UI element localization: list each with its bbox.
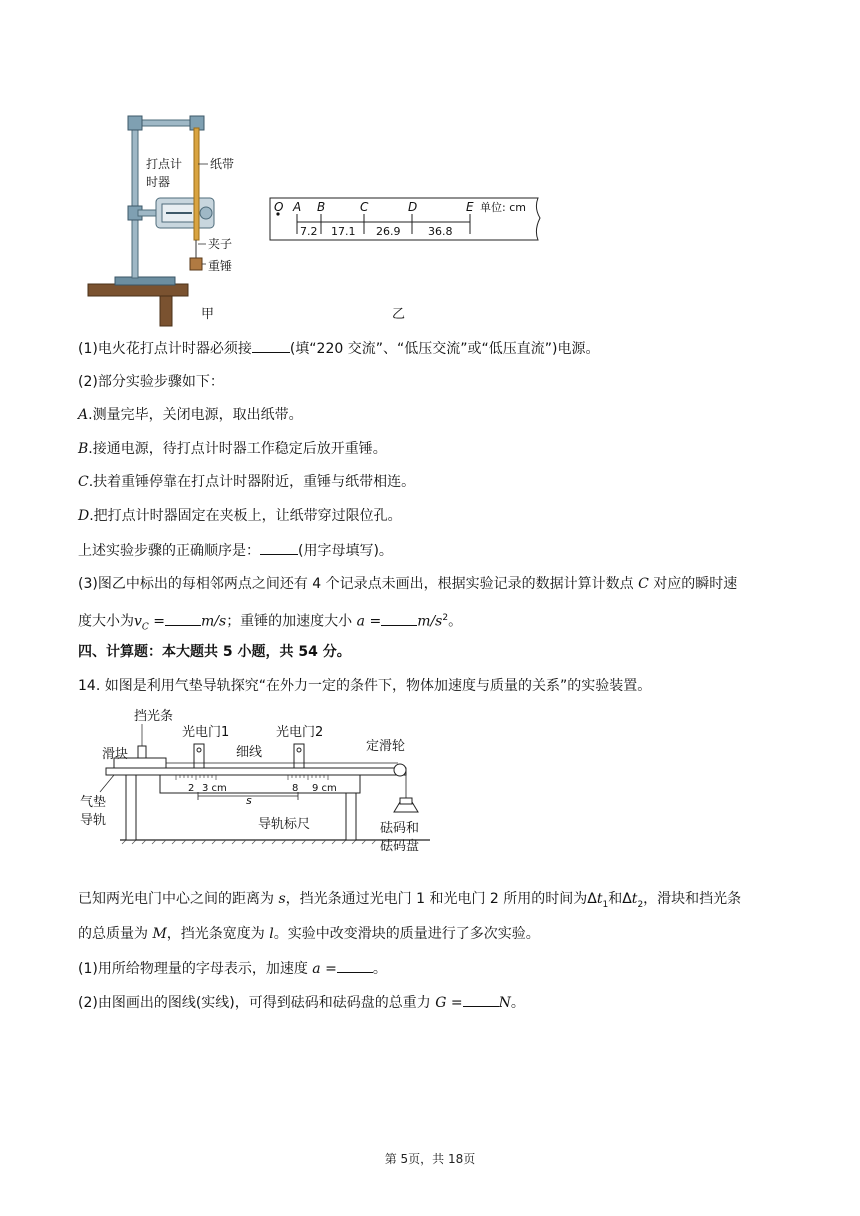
stand-base: [115, 277, 175, 285]
point-C: C: [360, 200, 369, 214]
ruler-tick-2: 2: [188, 783, 195, 794]
label-weights-2: 砝码盘: [380, 839, 420, 854]
label-s: s: [246, 794, 252, 807]
answer-blank[interactable]: [381, 611, 417, 626]
table-leg: [160, 296, 172, 326]
label-tape: 纸带: [210, 157, 235, 171]
point-O: O: [274, 200, 284, 214]
paper-tape: [194, 128, 199, 240]
answer-blank[interactable]: [463, 992, 499, 1007]
pulley: [394, 764, 406, 776]
q13-part3-line2: 度大小为$v_C = m/s$；重锤的加速度大小 $a = m/s^2$。: [78, 608, 462, 637]
q14-given-line2: 的总质量为 M，挡光条宽度为 l。实验中改变滑块的质量进行了多次实验。: [78, 926, 540, 942]
stand-arm-top: [135, 120, 195, 126]
figure-air-track: [80, 706, 440, 872]
q14-part2: (2)由图画出的图线(实线)，可得到砝码和砝码盘的总重力 G = N。: [78, 992, 525, 1013]
label-thread: 细线: [236, 745, 263, 760]
segment-ab: 7.2: [300, 225, 318, 238]
q14-given-line1: 已知两光电门中心之间的距离为 s，挡光条通过光电门 1 和光电门 2 所用的时间为$\Delta t_1$和$\Delta t_2$，滑块和挡光条: [78, 891, 742, 910]
q14-part1: (1)用所给物理量的字母表示，加速度 a = 。: [78, 958, 387, 979]
ruler-tick-3cm: 3 cm: [202, 783, 227, 794]
q14-intro: 14. 如图是利用气垫导轨探究“在外力一定的条件下，物体加速度与质量的关系”的实验装置。: [78, 678, 652, 694]
label-clip: 夹子: [208, 237, 233, 251]
segment-bc: 17.1: [331, 225, 356, 238]
segment-de: 36.8: [428, 225, 453, 238]
q13-part3-line1: (3)图乙中标出的每相邻两点之间还有 4 个记录点未画出，根据实验记录的数据计算计数点 C 对应的瞬时速: [78, 576, 738, 592]
air-track: [106, 768, 406, 775]
table-top: [88, 284, 188, 296]
q13-step-c: C.扶着重锤停靠在打点计时器附近，重锤与纸带相连。: [78, 474, 416, 490]
q13-order: 上述实验步骤的正确顺序是： (用字母填写)。: [78, 540, 393, 561]
label-timer-2: 时器: [146, 175, 171, 189]
label-slider: 滑块: [102, 747, 129, 762]
label-ruler: 导轨标尺: [258, 817, 311, 832]
point-D: D: [408, 200, 418, 214]
answer-blank[interactable]: [165, 611, 201, 626]
point-B: B: [317, 200, 326, 214]
q13-part1: (1)电火花打点计时器必须接 (填“220 交流”、“低压交流”或“低压直流”)电源。: [78, 338, 599, 359]
q13-part2: (2)部分实验步骤如下：: [78, 374, 224, 390]
answer-blank[interactable]: [260, 540, 298, 555]
label-track-2: 导轨: [80, 813, 107, 828]
figure-jia: [80, 98, 280, 328]
label-track-1: 气垫: [80, 795, 107, 810]
answer-blank[interactable]: [252, 338, 290, 353]
label-timer-1: 打点计: [146, 157, 183, 171]
label-weight: 重锤: [208, 259, 233, 273]
stand-rod: [132, 118, 138, 278]
label-strip: 挡光条: [134, 709, 174, 724]
unit-label: 单位: cm: [480, 201, 526, 214]
label-weights-1: 砝码和: [380, 821, 420, 836]
light-strip: [138, 746, 146, 758]
caption-yi: 乙: [392, 307, 406, 322]
q13-step-a: A.测量完毕，关闭电源，取出纸带。: [78, 407, 303, 423]
label-gate1: 光电门1: [182, 725, 230, 740]
point-A: A: [293, 200, 302, 214]
section4-heading: 四、计算题：本大题共 5 小题，共 54 分。: [78, 644, 351, 660]
answer-blank[interactable]: [337, 958, 373, 973]
track-leg-left: [126, 774, 136, 840]
figure-yi: [268, 196, 548, 242]
q13-step-b: B.接通电源，待打点计时器工作稳定后放开重锤。: [78, 441, 387, 457]
ruler-tick-8: 8: [292, 783, 299, 794]
point-E: E: [466, 200, 474, 214]
label-pulley: 定滑轮: [366, 739, 406, 754]
q13-step-d: D.把打点计时器固定在夹板上，让纸带穿过限位孔。: [78, 508, 402, 524]
caption-jia: 甲: [201, 307, 215, 322]
weight: [190, 258, 202, 270]
segment-cd: 26.9: [376, 225, 401, 238]
ruler-tick-9cm: 9 cm: [312, 783, 337, 794]
label-gate2: 光电门2: [276, 725, 324, 740]
page-footer: 第 5页，共 18页: [384, 1152, 476, 1166]
